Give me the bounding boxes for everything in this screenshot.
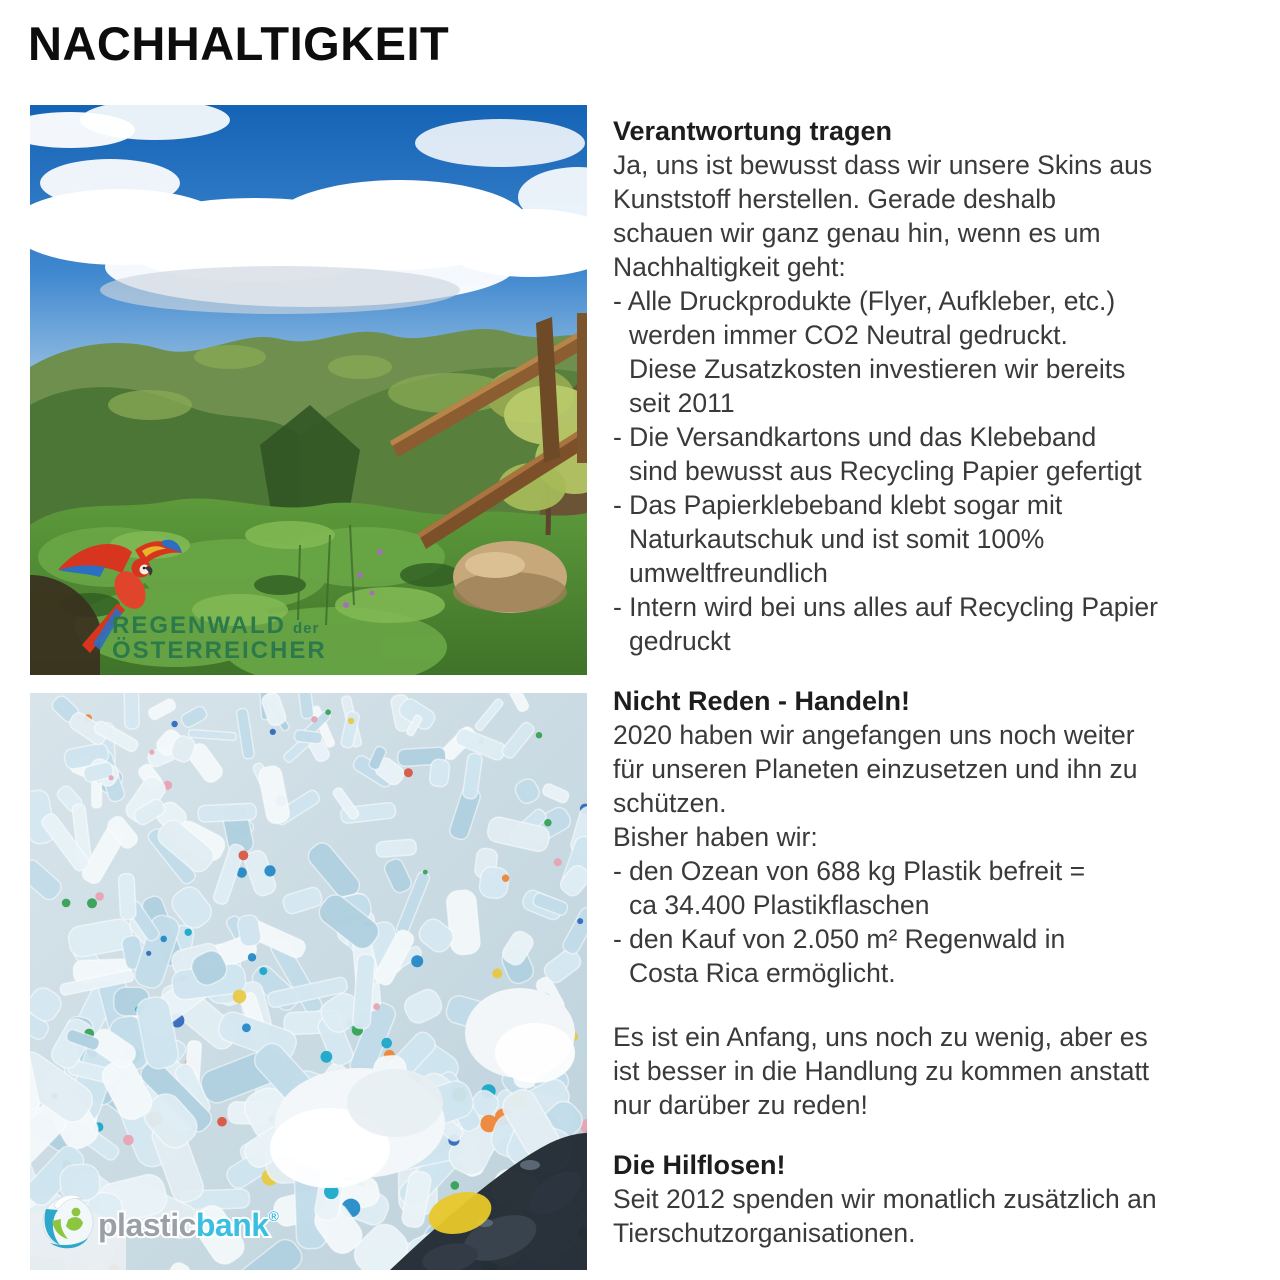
text-line: Nachhaltigkeit geht: <box>613 252 846 282</box>
section-heading: Nicht Reden - Handeln! <box>613 686 911 716</box>
text-line: 2020 haben wir angefangen uns noch weiter <box>613 720 1135 750</box>
text-line: seit 2011 <box>629 388 735 418</box>
regenwald-word: REGENWALD <box>112 612 286 639</box>
text-line: Naturkautschuk und ist somit 100% <box>629 524 1045 554</box>
section-hilflosen <box>613 1148 1268 1250</box>
text-line: Costa Rica ermöglicht. <box>629 958 896 988</box>
text-column <box>613 114 1268 1276</box>
text-line: - den Kauf von 2.050 m² Regenwald in <box>613 924 1066 954</box>
text-line: - Alle Druckprodukte (Flyer, Aufkleber, etc.) <box>613 286 1116 316</box>
text-line: - Das Papierklebeband klebt sogar mit <box>613 490 1063 520</box>
text-line: umweltfreundlich <box>629 558 828 588</box>
plastic-bottles-photo <box>30 693 587 1270</box>
text-line: Diese Zusatzkosten investieren wir bereits <box>629 354 1126 384</box>
stone <box>453 541 567 613</box>
text-line: nur darüber zu reden! <box>613 1090 868 1120</box>
text-line: sind bewusst aus Recycling Papier gefertigt <box>629 456 1142 486</box>
section-handeln <box>613 684 1268 1122</box>
text-line: gedruckt <box>629 626 731 656</box>
plasticbank-logo-text <box>98 1207 280 1243</box>
rainforest-photo <box>30 105 587 675</box>
text-line: Seit 2012 spenden wir monatlich zusätzlich an <box>613 1184 1157 1214</box>
text-line: - Die Versandkartons und das Klebeband <box>613 422 1097 452</box>
page-title: NACHHALTIGKEIT <box>28 17 450 70</box>
plastic-illustration <box>30 693 587 1270</box>
text-line: werden immer CO2 Neutral gedruckt. <box>629 320 1068 350</box>
text-line: Ja, uns ist bewusst dass wir unsere Skins aus <box>613 150 1153 180</box>
bank-word: bank <box>195 1207 269 1243</box>
section-verantwortung <box>613 114 1268 658</box>
text-line: - Intern wird bei uns alles auf Recycling Papier <box>613 592 1158 622</box>
rainforest-illustration <box>30 105 587 675</box>
text-line: schauen wir ganz genau hin, wenn es um <box>613 218 1101 248</box>
svg-text:ÖSTERREICHER <box>112 637 327 664</box>
plastic-word: plastic <box>98 1207 196 1243</box>
section-lines <box>613 718 1268 1122</box>
text-line: - den Ozean von 688 kg Plastik befreit = <box>613 856 1086 886</box>
section-lines <box>613 1182 1268 1250</box>
regenwald-der: der <box>293 620 320 637</box>
text-line <box>613 990 1268 1020</box>
text-line: Es ist ein Anfang, uns noch zu wenig, aber es <box>613 1022 1148 1052</box>
regenwald-logo-text <box>112 612 327 664</box>
section-lines <box>613 148 1268 658</box>
text-line: Bisher haben wir: <box>613 822 818 852</box>
text-line: Kunststoff herstellen. Gerade deshalb <box>613 184 1056 214</box>
section-heading: Verantwortung tragen <box>613 116 893 146</box>
text-line: Tierschutzorganisationen. <box>613 1218 916 1248</box>
text-line: schützen. <box>613 788 727 818</box>
text-line: für unseren Planeten einzusetzen und ihn zu <box>613 754 1138 784</box>
section-heading: Die Hilflosen! <box>613 1150 786 1180</box>
regenwald-oesterreicher: ÖSTERREICHER <box>112 637 327 664</box>
text-line: ca 34.400 Plastikflaschen <box>629 890 930 920</box>
registered-mark: ® <box>268 1208 279 1224</box>
text-line: ist besser in die Handlung zu kommen anstatt <box>613 1056 1150 1086</box>
